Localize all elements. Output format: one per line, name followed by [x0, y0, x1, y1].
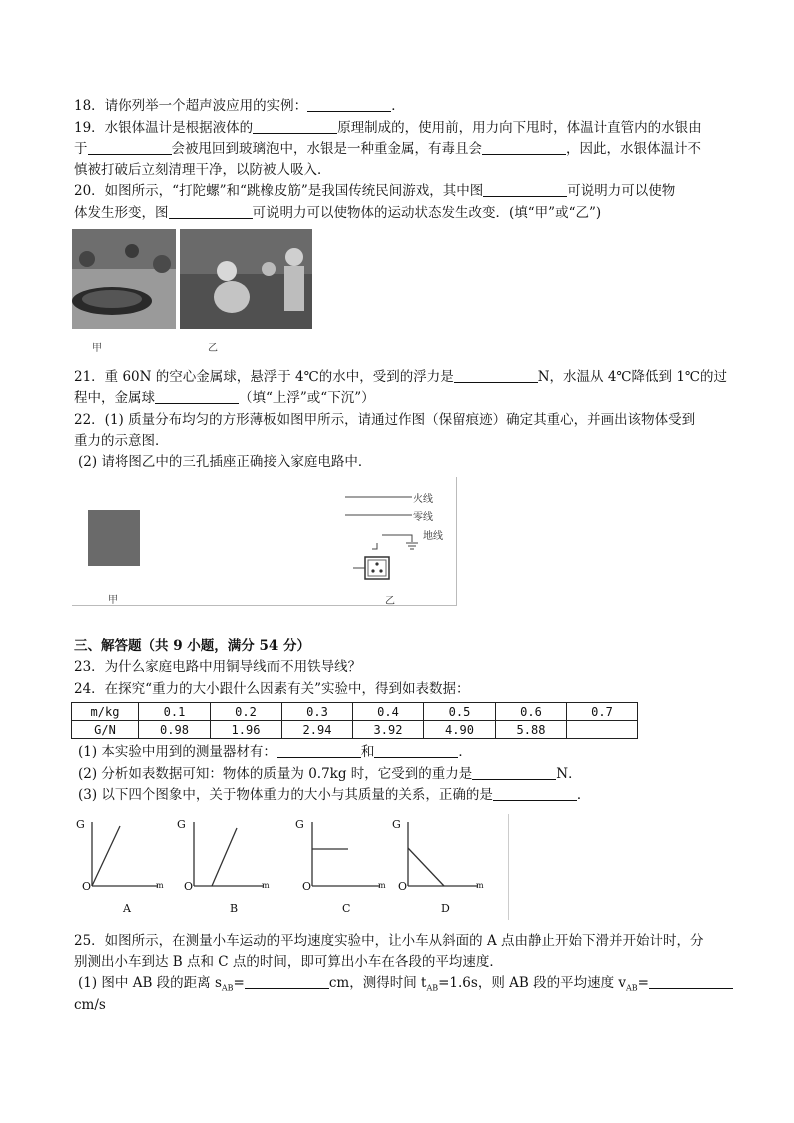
table-cell: 0.2 — [211, 703, 282, 721]
answer-blank[interactable] — [483, 182, 567, 197]
table-cell: 4.90 — [424, 721, 496, 739]
question-25-line3: (1) 图中 AB 段的距离 $s_{AB}=$ cm，测得时间 $t_{AB}=1.6s$，则 AB 段的平均速度 $v_{AB}=$ — [78, 973, 733, 999]
table-cell: 0.1 — [139, 703, 211, 721]
axis-label-m: m — [156, 881, 164, 890]
photo-caption-a: 甲 — [92, 343, 102, 354]
origin-label: O — [302, 880, 312, 893]
question-24-sub1: (1) 本实验中用到的测量器材有： 和 ． — [78, 744, 472, 760]
table-cell: 0.4 — [353, 703, 424, 721]
question-19-line1: 19．水银体温计是根据液体的 原理制成的，使用前，用力向下甩时，体温计直管内的水银由 — [74, 120, 702, 136]
answer-blank[interactable] — [88, 140, 172, 155]
graph-label-c: C — [342, 902, 351, 915]
answer-blank[interactable] — [472, 765, 556, 780]
answer-blank[interactable] — [649, 974, 733, 989]
table-cell: 0.98 — [139, 721, 211, 739]
question-19-line3: 慎被打破后立刻清理干净，以防被人吸入． — [74, 162, 331, 178]
question-18: 18．请你列举一个超声波应用的实例： ． — [74, 98, 405, 114]
q22-diagram — [72, 477, 456, 605]
photo-caption-b: 乙 — [208, 343, 218, 354]
section-title: 三、解答题（共 9 小题，满分 54 分） — [74, 638, 310, 654]
question-25-line2: 别测出小车到达 B 点和 C 点的时间，即可算出小车在各段的平均速度． — [74, 954, 503, 970]
question-21-line2: 程中，金属球 （填“上浮”或“下沉”） — [74, 390, 375, 406]
graph-b-line — [212, 828, 237, 886]
answer-blank[interactable] — [374, 743, 458, 758]
answer-blank[interactable] — [307, 97, 391, 112]
graph-d-line — [408, 848, 444, 886]
graph-label-a: A — [123, 902, 131, 915]
graph-label-b: B — [230, 902, 239, 915]
question-20-line1: 20．如图所示，“打陀螺”和“跳橡皮筋”是我国传统民间游戏，其中图 可说明力可以使物 — [74, 183, 676, 199]
question-20-line2: 体发生形变，图 可说明力可以使物体的运动状态发生改变．(填“甲”或“乙”) — [74, 205, 602, 221]
neutral-wire-label: 零线 — [413, 512, 433, 523]
table-cell: 1.96 — [211, 721, 282, 739]
table-cell: 5.88 — [496, 721, 567, 739]
folk-games-image — [72, 229, 312, 329]
answer-blank[interactable] — [245, 974, 329, 989]
axis-label-m: m — [476, 881, 484, 890]
table-cell: 3.92 — [353, 721, 424, 739]
table-cell: 0.5 — [424, 703, 496, 721]
table-cell: m/kg — [72, 703, 139, 721]
axis-label-g: G — [295, 818, 304, 831]
answer-blank[interactable] — [169, 204, 253, 219]
table-cell: 2.94 — [282, 721, 353, 739]
table-cell-empty[interactable] — [567, 721, 638, 739]
graph-a-line — [92, 826, 120, 886]
answer-blank[interactable] — [454, 368, 538, 383]
q22-figure — [72, 477, 457, 606]
table-cell: 0.6 — [496, 703, 567, 721]
table-cell: 0.7 — [567, 703, 638, 721]
figure-a-caption: 甲 — [108, 595, 118, 606]
origin-label: O — [82, 880, 92, 893]
table-row — [72, 703, 638, 721]
axis-label-g: G — [76, 818, 85, 831]
table-cell: 0.3 — [282, 703, 353, 721]
question-24: 24．在探究“重力的大小跟什么因素有关”实验中，得到如表数据： — [74, 681, 470, 697]
live-wire-label: 火线 — [413, 494, 433, 505]
question-24-sub2: (2) 分析如表数据可知：物体的质量为 0.7kg 时，它受到的重力是 N． — [78, 766, 582, 782]
axis-label-g: G — [392, 818, 401, 831]
mass-weight-table — [71, 702, 638, 739]
answer-blank[interactable] — [482, 140, 566, 155]
question-25-line4: cm/s — [74, 997, 106, 1013]
axis-label-g: G — [177, 818, 186, 831]
ground-wire-label: 地线 — [423, 531, 443, 542]
question-23: 23．为什么家庭电路中用铜导线而不用铁导线？ — [74, 659, 362, 675]
origin-label: O — [184, 880, 194, 893]
question-22-line2: 重力的示意图． — [74, 433, 169, 449]
question-25-line1: 25．如图所示，在测量小车运动的平均速度实验中，让小车从斜面的 A 点由静止开始下滑并开始计时，分 — [74, 933, 704, 949]
question-22-line3: (2) 请将图乙中的三孔插座正确接入家庭电路中． — [78, 454, 372, 470]
axis-label-m: m — [378, 881, 386, 890]
table-row — [72, 721, 638, 739]
answer-blank[interactable] — [253, 119, 337, 134]
question-24-sub3: (3) 以下四个图象中，关于物体重力的大小与其质量的关系，正确的是 ． — [78, 787, 591, 803]
answer-blank[interactable] — [277, 743, 361, 758]
graph-options — [72, 814, 509, 920]
answer-blank[interactable] — [155, 389, 239, 404]
table-cell: G/N — [72, 721, 139, 739]
question-19-line2: 于 会被甩回到玻璃泡中，水银是一种重金属，有毒且会 ，因此，水银体温计不 — [74, 141, 701, 157]
question-22-line1: 22．(1) 质量分布均匀的方形薄板如图甲所示，请通过作图（保留痕迹）确定其重心，并画出该物体受到 — [74, 412, 696, 428]
question-21-line1: 21．重 60N 的空心金属球，悬浮于 4℃的水中，受到的浮力是 N，水温从 4℃降低到 1℃的过 — [74, 369, 728, 385]
folk-games-photo — [72, 229, 312, 329]
figure-b-caption: 乙 — [385, 596, 395, 607]
axis-label-m: m — [262, 881, 270, 890]
graph-label-d: D — [441, 902, 450, 915]
answer-blank[interactable] — [493, 786, 577, 801]
square-plate — [88, 510, 140, 566]
origin-label: O — [398, 880, 408, 893]
